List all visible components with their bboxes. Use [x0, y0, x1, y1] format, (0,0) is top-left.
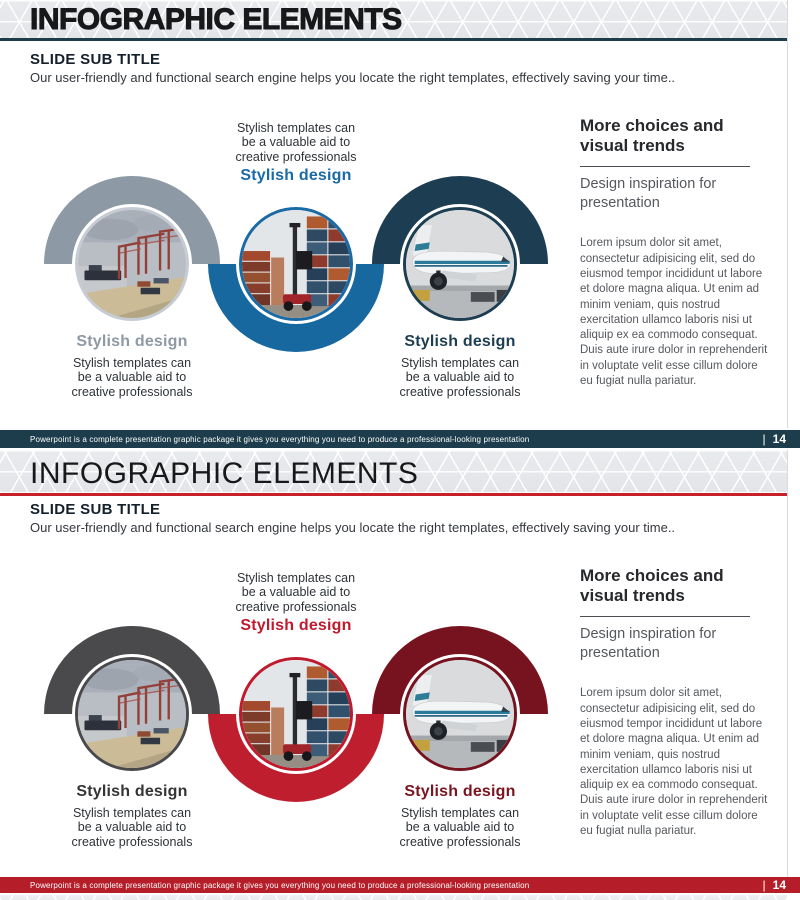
cargo-port-photo	[75, 207, 189, 321]
aside-body-text: Lorem ipsum dolor sit amet, consectetur adipisicing elit, sed do eiusmod tempor incididunt ut labore et dolore magna aliqua. Ut enim ad minim veniam, quis nostrud exercitation ullamco laboris nisi ut aliquip ex ea commodo consequat. Duis aute irure dolor in reprehenderit in voluptate velit esse cillum dolore eu fugiat nulla pariatur.	[580, 687, 768, 837]
left-item-description: Stylish templates can be a valuable aid to creative professionals	[71, 356, 193, 399]
mid-item-description: Stylish templates can be a valuable aid to creative professionals	[235, 571, 357, 614]
aside-subheading: Design inspiration for presentation	[580, 625, 717, 661]
page-number-divider: |	[762, 878, 766, 892]
footer-text: Powerpoint is a complete presentation graphic package it gives you everything you need to produce a professional-looking presentation	[30, 880, 530, 890]
slide-title: INFOGRAPHIC ELEMENTS	[30, 3, 402, 36]
aside-divider	[580, 166, 750, 167]
left-item-label: Stylish design	[76, 783, 188, 800]
mid-item-description: Stylish templates can be a valuable aid to creative professionals	[235, 121, 357, 164]
right-item-label: Stylish design	[404, 333, 516, 350]
page-number-divider: |	[762, 432, 766, 446]
page-number: | 14	[762, 878, 786, 892]
aside-heading: More choices and visual trends	[580, 116, 724, 155]
cargo-port-photo	[75, 657, 189, 771]
mid-item-label: Stylish design	[240, 167, 352, 184]
left-item-description: Stylish templates can be a valuable aid to creative professionals	[71, 806, 193, 849]
right-item-description: Stylish templates can be a valuable aid to creative professionals	[399, 806, 521, 849]
slide-footer	[0, 877, 800, 893]
next-slide-pattern-sliver	[0, 895, 787, 900]
airplane-cargo-photo	[403, 657, 517, 771]
footer-text: Powerpoint is a complete presentation graphic package it gives you everything you need to produce a professional-looking presentation	[30, 434, 530, 444]
aside-divider	[580, 616, 750, 617]
slide-title: INFOGRAPHIC ELEMENTS	[30, 457, 419, 490]
shipping-containers-photo	[239, 657, 353, 771]
airplane-cargo-photo	[403, 207, 517, 321]
aside-heading: More choices and visual trends	[580, 566, 724, 605]
page-number: | 14	[762, 432, 786, 446]
slide-subtitle: SLIDE SUB TITLE	[30, 51, 161, 68]
right-item-label: Stylish design	[404, 783, 516, 800]
aside-column	[580, 566, 775, 839]
aside-subheading: Design inspiration for presentation	[580, 175, 717, 211]
slide-footer	[0, 430, 800, 448]
right-item-description: Stylish templates can be a valuable aid to creative professionals	[399, 356, 521, 399]
left-item-label: Stylish design	[76, 333, 188, 350]
slide-subtitle: SLIDE SUB TITLE	[30, 501, 161, 518]
aside-column	[580, 116, 775, 389]
slide-red-variant	[0, 450, 800, 900]
intro-text: Our user-friendly and functional search engine helps you locate the right templates, effectively saving your time..	[30, 70, 676, 85]
aside-body-text: Lorem ipsum dolor sit amet, consectetur adipisicing elit, sed do eiusmod tempor incididunt ut labore et dolore magna aliqua. Ut enim ad minim veniam, quis nostrud exercitation ullamco laboris nisi ut aliquip ex ea commodo consequat. Duis aute irure dolor in reprehenderit in voluptate velit esse cillum dolore eu fugiat nulla pariatur.	[580, 237, 768, 387]
intro-text: Our user-friendly and functional search engine helps you locate the right templates, effectively saving your time..	[30, 520, 676, 535]
mid-item-label: Stylish design	[240, 617, 352, 634]
shipping-containers-photo	[239, 207, 353, 321]
